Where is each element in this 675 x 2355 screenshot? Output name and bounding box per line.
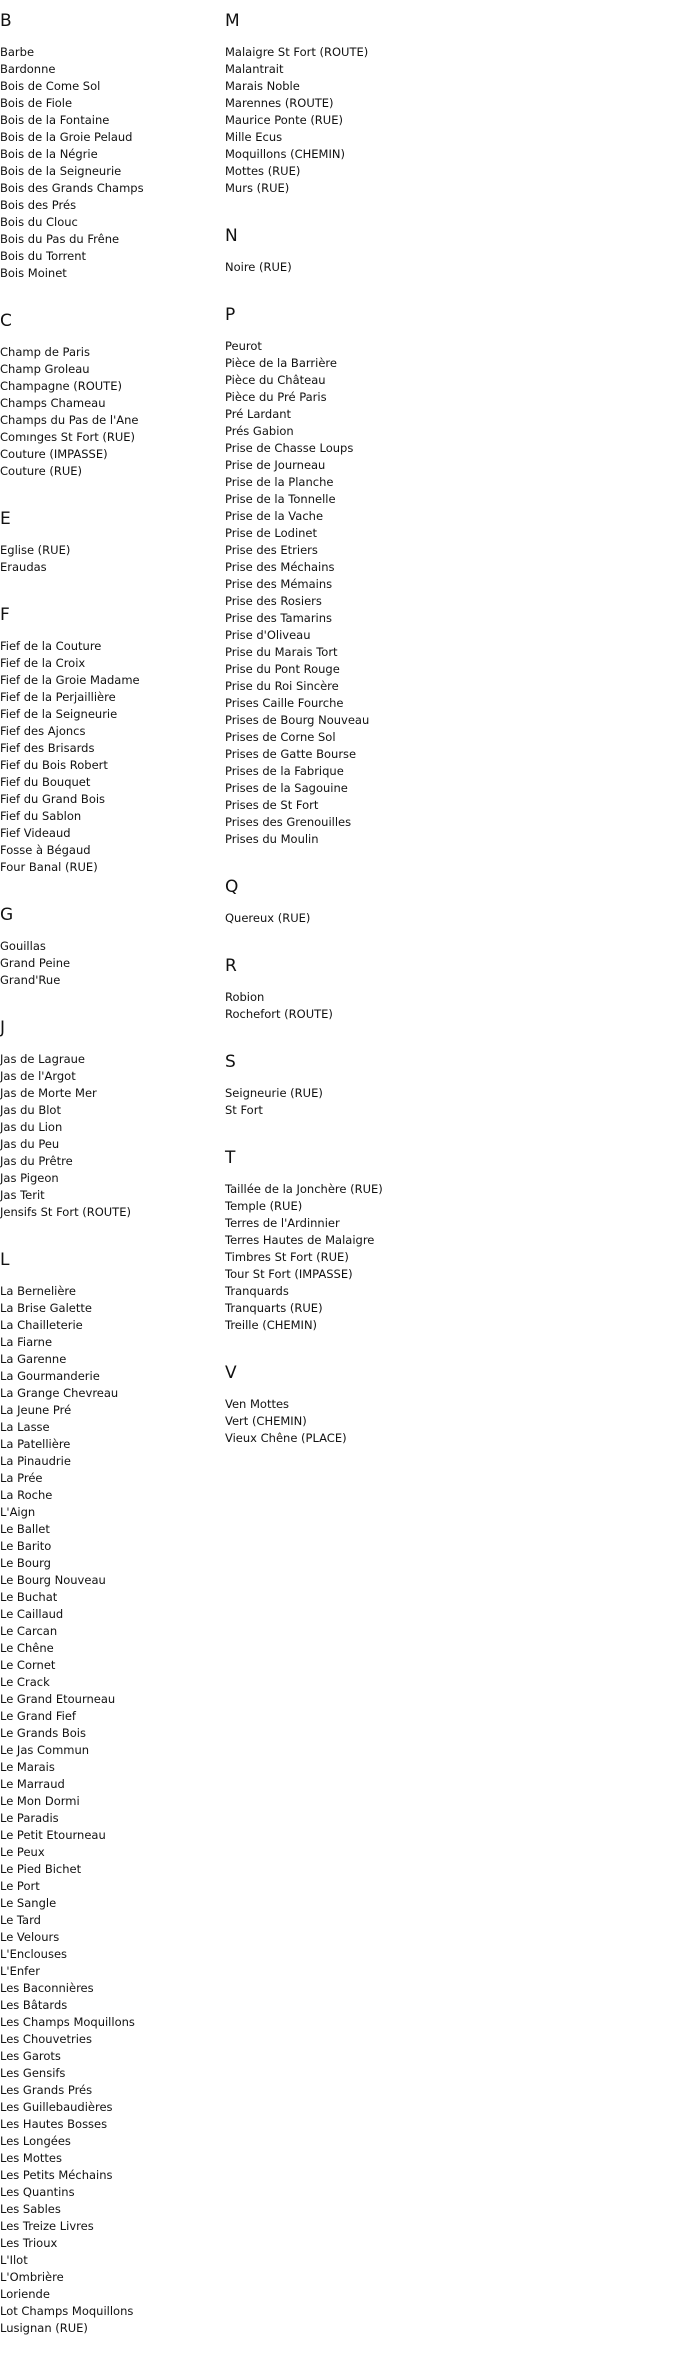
place-name-entry: Le Port (0, 1879, 40, 1893)
section-spacer (225, 848, 525, 866)
place-name-entry: La Grange Chevreau (0, 1386, 119, 1400)
place-name-entry: Le Mon Dormi (0, 1794, 80, 1808)
place-name-entry: Jas du Prêtre (0, 1154, 73, 1168)
place-name-entry: Noire (RUE) (225, 260, 292, 274)
letter-heading: S (225, 1052, 236, 1072)
place-name-entry: Fief du Bois Robert (0, 758, 108, 772)
place-name-entry: La Jeune Pré (0, 1403, 72, 1417)
place-name-entry: Jas de l'Argot (0, 1069, 76, 1083)
place-name-entry: Couture (IMPASSE) (0, 447, 108, 461)
place-name-entry: Jas du Peu (0, 1137, 60, 1151)
place-name-entry: Les Baconnières (0, 1981, 94, 1995)
place-name-entry: Fief Videaud (0, 826, 71, 840)
place-name-entry: Fief des Brisards (0, 741, 95, 755)
place-name-entry: Robion (225, 990, 265, 1004)
place-name-entry: Prises de St Fort (225, 798, 319, 812)
place-name-entry: Le Buchat (0, 1590, 58, 1604)
place-name-entry: Marais Noble (225, 79, 300, 93)
place-name-entry: Temple (RUE) (225, 1199, 303, 1213)
place-name-entry: Prises Caille Fourche (225, 696, 344, 710)
place-name-entry: Treille (CHEMIN) (225, 1318, 318, 1332)
place-name-entry: Seigneurie (RUE) (225, 1086, 323, 1100)
place-name-entry: Quereux (RUE) (225, 911, 311, 925)
place-name-entry: Prise d'Oliveau (225, 628, 311, 642)
place-name-entry: Eglise (RUE) (0, 543, 71, 557)
letter-section (225, 1362, 525, 1465)
place-name-entry: Moquillons (CHEMIN) (225, 147, 345, 161)
place-name-entry: Le Bourg Nouveau (0, 1573, 106, 1587)
place-name-entry: Jas du Lion (0, 1120, 63, 1134)
place-name-entry: Bois du Clouc (0, 215, 78, 229)
letter-heading: P (225, 305, 236, 325)
place-name-entry: Lot Champs Moquillons (0, 2304, 134, 2318)
place-name-entry: Comınges St Fort (RUE) (0, 430, 136, 444)
place-name-entry: Bois de Fiole (0, 96, 73, 110)
place-name-entry: Fief de la Perjaillière (0, 690, 116, 704)
place-name-entry: Prise des Tamarins (225, 611, 333, 625)
letter-section (225, 225, 525, 294)
place-name-entry: Champ de Paris (0, 345, 90, 359)
place-name-entry: Champs du Pas de l'Ane (0, 413, 139, 427)
place-name-entry: Terres de l'Ardinnier (225, 1216, 340, 1230)
place-name-entry: La Roche (0, 1488, 53, 1502)
place-name-entry: Timbres St Fort (RUE) (225, 1250, 349, 1264)
place-name-entry: Pré Lardant (225, 407, 292, 421)
place-name-entry: Pièce du Château (225, 373, 326, 387)
letter-section (0, 310, 220, 498)
place-name-entry: Bois de la Groie Pelaud (0, 130, 133, 144)
section-spacer (0, 282, 220, 300)
letter-heading: N (225, 226, 238, 246)
letter-heading: G (0, 905, 14, 925)
place-name-entry: Jas Terit (0, 1188, 45, 1202)
letter-heading: E (0, 509, 11, 529)
place-name-entry: Le Grands Bois (0, 1726, 86, 1740)
place-name-entry: Grand Peine (0, 956, 71, 970)
place-name-entry: Bois de la Négrie (0, 147, 98, 161)
place-name-entry: Four Banal (RUE) (0, 860, 98, 874)
place-name-entry: Jas Pigeon (0, 1171, 59, 1185)
place-name-entry: Mille Ecus (225, 130, 283, 144)
place-name-entry: La Patellière (0, 1437, 71, 1451)
place-name-entry: La Pinaudrie (0, 1454, 71, 1468)
letter-section (0, 904, 220, 1007)
place-name-entry: Les Trioux (0, 2236, 58, 2250)
place-name-entry: Prises de la Sagouine (225, 781, 348, 795)
place-name-entry: Les Champs Moquillons (0, 2015, 135, 2029)
place-name-entry: Le Sangle (0, 1896, 57, 1910)
place-name-entry: Champagne (ROUTE) (0, 379, 122, 393)
place-name-entry: Le Caillaud (0, 1607, 64, 1621)
place-name-entry: Fief de la Couture (0, 639, 102, 653)
place-name-entry: Prise de Lodinet (225, 526, 318, 540)
section-spacer (225, 927, 525, 945)
place-name-entry: Le Jas Commun (0, 1743, 90, 1757)
place-name-entry: Les Mottes (0, 2151, 62, 2165)
section-spacer (0, 2337, 220, 2355)
section-spacer (225, 276, 525, 294)
place-name-entry: Gouillas (0, 939, 46, 953)
index-column-left (0, 0, 220, 2355)
place-name-entry: Ven Mottes (225, 1397, 290, 1411)
place-name-entry: Jas de Morte Mer (0, 1086, 97, 1100)
place-name-entry: Prise de Journeau (225, 458, 326, 472)
place-name-entry: La Fiarne (0, 1335, 53, 1349)
place-name-entry: Marennes (ROUTE) (225, 96, 334, 110)
place-name-entry: Couture (RUE) (0, 464, 83, 478)
place-name-entry: Vert (CHEMIN) (225, 1414, 307, 1428)
place-name-entry: Tranquarts (RUE) (225, 1301, 323, 1315)
place-name-entry: Champs Chameau (0, 396, 106, 410)
place-name-entry: Les Hautes Bosses (0, 2117, 108, 2131)
letter-heading: C (0, 311, 12, 331)
place-name-entry: Fief des Ajoncs (0, 724, 86, 738)
place-name-entry: Les Longées (0, 2134, 71, 2148)
place-name-entry: La Lasse (0, 1420, 50, 1434)
section-spacer (0, 876, 220, 894)
place-name-entry: Le Peux (0, 1845, 45, 1859)
section-spacer (225, 197, 525, 215)
place-name-entry: St Fort (225, 1103, 263, 1117)
place-name-entry: Prise des Rosiers (225, 594, 322, 608)
section-spacer (225, 1023, 525, 1041)
place-name-entry: La Prée (0, 1471, 43, 1485)
letter-heading: F (0, 605, 10, 625)
place-name-entry: Le Pied Bichet (0, 1862, 82, 1876)
place-name-entry: Le Grand Fief (0, 1709, 76, 1723)
place-name-entry: Prise des Etriers (225, 543, 318, 557)
letter-section (225, 876, 525, 945)
place-name-entry: Prise du Roi Sincère (225, 679, 339, 693)
place-name-entry: Les Garots (0, 2049, 61, 2063)
place-name-entry: Les Bâtards (0, 1998, 68, 2012)
letter-heading: R (225, 956, 237, 976)
letter-section (225, 1051, 525, 1137)
place-name-entry: La Bernelière (0, 1284, 76, 1298)
place-name-entry: Les Guillebaudières (0, 2100, 113, 2114)
place-name-entry: Peurot (225, 339, 262, 353)
place-name-entry: Le Marraud (0, 1777, 65, 1791)
place-name-entry: Jas de Lagraue (0, 1052, 86, 1066)
place-name-entry: Prise des Méchains (225, 560, 335, 574)
place-name-entry: Pièce du Pré Paris (225, 390, 327, 404)
letter-section (225, 955, 525, 1041)
place-name-entry: Pièce de la Barrière (225, 356, 337, 370)
place-name-entry: Bois du Pas du Frêne (0, 232, 120, 246)
letter-section (0, 10, 220, 300)
place-name-entry: L'Ilot (0, 2253, 28, 2267)
place-name-entry: Les Chouvetries (0, 2032, 92, 2046)
place-name-entry: Le Carcan (0, 1624, 58, 1638)
place-name-entry: Fief de la Groie Madame (0, 673, 140, 687)
letter-section (225, 1147, 525, 1352)
place-name-entry: Prise de la Planche (225, 475, 334, 489)
place-name-entry: Fief de la Seigneurie (0, 707, 118, 721)
place-name-entry: Lusignan (RUE) (0, 2321, 88, 2335)
place-name-entry: Prises de Corne Sol (225, 730, 336, 744)
section-spacer (0, 480, 220, 498)
place-name-entry: Le Chêne (0, 1641, 54, 1655)
section-spacer (225, 1447, 525, 1465)
place-name-entry: Malantrait (225, 62, 284, 76)
place-name-entry: Le Crack (0, 1675, 50, 1689)
letter-section (0, 1249, 220, 2355)
place-name-entry: Le Bourg (0, 1556, 51, 1570)
place-name-entry: Le Velours (0, 1930, 60, 1944)
letter-section (0, 604, 220, 894)
section-spacer (225, 1334, 525, 1352)
letter-heading: B (0, 11, 12, 31)
index-column-right (225, 0, 525, 1465)
place-name-entry: Les Grands Prés (0, 2083, 93, 2097)
section-spacer (0, 576, 220, 594)
place-name-entry: Prés Gabion (225, 424, 294, 438)
place-name-entry: La Brise Galette (0, 1301, 92, 1315)
place-name-entry: Les Gensifs (0, 2066, 66, 2080)
place-name-entry: Jas du Blot (0, 1103, 61, 1117)
place-name-entry: Prises de la Fabrique (225, 764, 344, 778)
place-name-entry: Le Paradis (0, 1811, 59, 1825)
section-spacer (0, 1221, 220, 1239)
place-name-entry: Barbe (0, 45, 35, 59)
place-name-entry: L'Enfer (0, 1964, 40, 1978)
place-name-entry: Prises du Moulin (225, 832, 319, 846)
place-name-entry: La Gourmanderie (0, 1369, 100, 1383)
letter-section (225, 10, 525, 215)
section-spacer (225, 1119, 525, 1137)
place-name-entry: Prises de Gatte Bourse (225, 747, 357, 761)
place-name-entry: Taillée de la Jonchère (RUE) (225, 1182, 383, 1196)
place-name-entry: Malaigre St Fort (ROUTE) (225, 45, 369, 59)
letter-heading: L (0, 1250, 10, 1270)
place-name-entry: Tranquards (225, 1284, 289, 1298)
place-name-entry: Terres Hautes de Malaigre (225, 1233, 375, 1247)
place-name-entry: Bardonne (0, 62, 56, 76)
place-name-entry: Prise de Chasse Loups (225, 441, 354, 455)
place-name-entry: Les Quantins (0, 2185, 75, 2199)
place-name-entry: L'Ombrière (0, 2270, 64, 2284)
place-name-entry: Prise des Mémains (225, 577, 333, 591)
place-name-entry: Prise du Pont Rouge (225, 662, 340, 676)
place-name-entry: Bois de la Seigneurie (0, 164, 122, 178)
place-name-entry: Fief du Sablon (0, 809, 82, 823)
place-name-entry: Les Treize Livres (0, 2219, 94, 2233)
place-name-entry: Murs (RUE) (225, 181, 290, 195)
place-name-entry: Prise de la Vache (225, 509, 324, 523)
place-name-entry: Maurice Ponte (RUE) (225, 113, 343, 127)
place-name-entry: Prise du Marais Tort (225, 645, 338, 659)
place-name-entry: Le Cornet (0, 1658, 56, 1672)
place-name-entry: Tour St Fort (IMPASSE) (225, 1267, 353, 1281)
place-name-entry: Fief du Grand Bois (0, 792, 106, 806)
place-name-entry: Prises de Bourg Nouveau (225, 713, 370, 727)
place-name-entry: Prise de la Tonnelle (225, 492, 336, 506)
place-name-entry: La Garenne (0, 1352, 67, 1366)
place-name-entry: La Chailleterie (0, 1318, 83, 1332)
place-name-entry: Bois Moinet (0, 266, 67, 280)
place-name-entry: Les Sables (0, 2202, 61, 2216)
place-name-entry: Vieux Chêne (PLACE) (225, 1431, 347, 1445)
letter-section (225, 304, 525, 866)
place-name-entry: Le Barito (0, 1539, 52, 1553)
place-name-entry: Le Petit Etourneau (0, 1828, 106, 1842)
place-name-entry: Fief de la Croix (0, 656, 86, 670)
place-name-entry: Fief du Bouquet (0, 775, 91, 789)
place-name-entry: Loriende (0, 2287, 50, 2301)
place-name-entry: Bois des Grands Champs (0, 181, 144, 195)
place-name-entry: Champ Groleau (0, 362, 90, 376)
place-name-entry: Le Tard (0, 1913, 41, 1927)
place-name-entry: Le Marais (0, 1760, 55, 1774)
place-name-entry: Le Ballet (0, 1522, 50, 1536)
letter-heading: V (225, 1363, 237, 1383)
place-name-entry: Fosse à Bégaud (0, 843, 91, 857)
place-name-entry: L'Enclouses (0, 1947, 68, 1961)
place-name-entry: Bois du Torrent (0, 249, 86, 263)
place-name-entry: Les Petits Méchains (0, 2168, 113, 2182)
place-name-entry: Le Grand Etourneau (0, 1692, 116, 1706)
letter-heading: J (0, 1018, 6, 1038)
place-name-entry: Mottes (RUE) (225, 164, 301, 178)
section-spacer (0, 989, 220, 1007)
place-name-entry: Grand'Rue (0, 973, 61, 987)
place-name-entry: L'Aign (0, 1505, 36, 1519)
place-name-entry: Rochefort (ROUTE) (225, 1007, 333, 1021)
place-name-entry: Bois de Come Sol (0, 79, 101, 93)
place-name-entry: Bois des Prés (0, 198, 77, 212)
letter-heading: Q (225, 877, 239, 897)
place-name-entry: Prises des Grenouilles (225, 815, 352, 829)
letter-heading: M (225, 11, 240, 31)
letter-heading: T (225, 1148, 236, 1168)
letter-section (0, 508, 220, 594)
letter-section (0, 1017, 220, 1239)
place-name-entry: Bois de la Fontaine (0, 113, 110, 127)
place-name-entry: Eraudas (0, 560, 47, 574)
place-name-entry: Jensifs St Fort (ROUTE) (0, 1205, 131, 1219)
